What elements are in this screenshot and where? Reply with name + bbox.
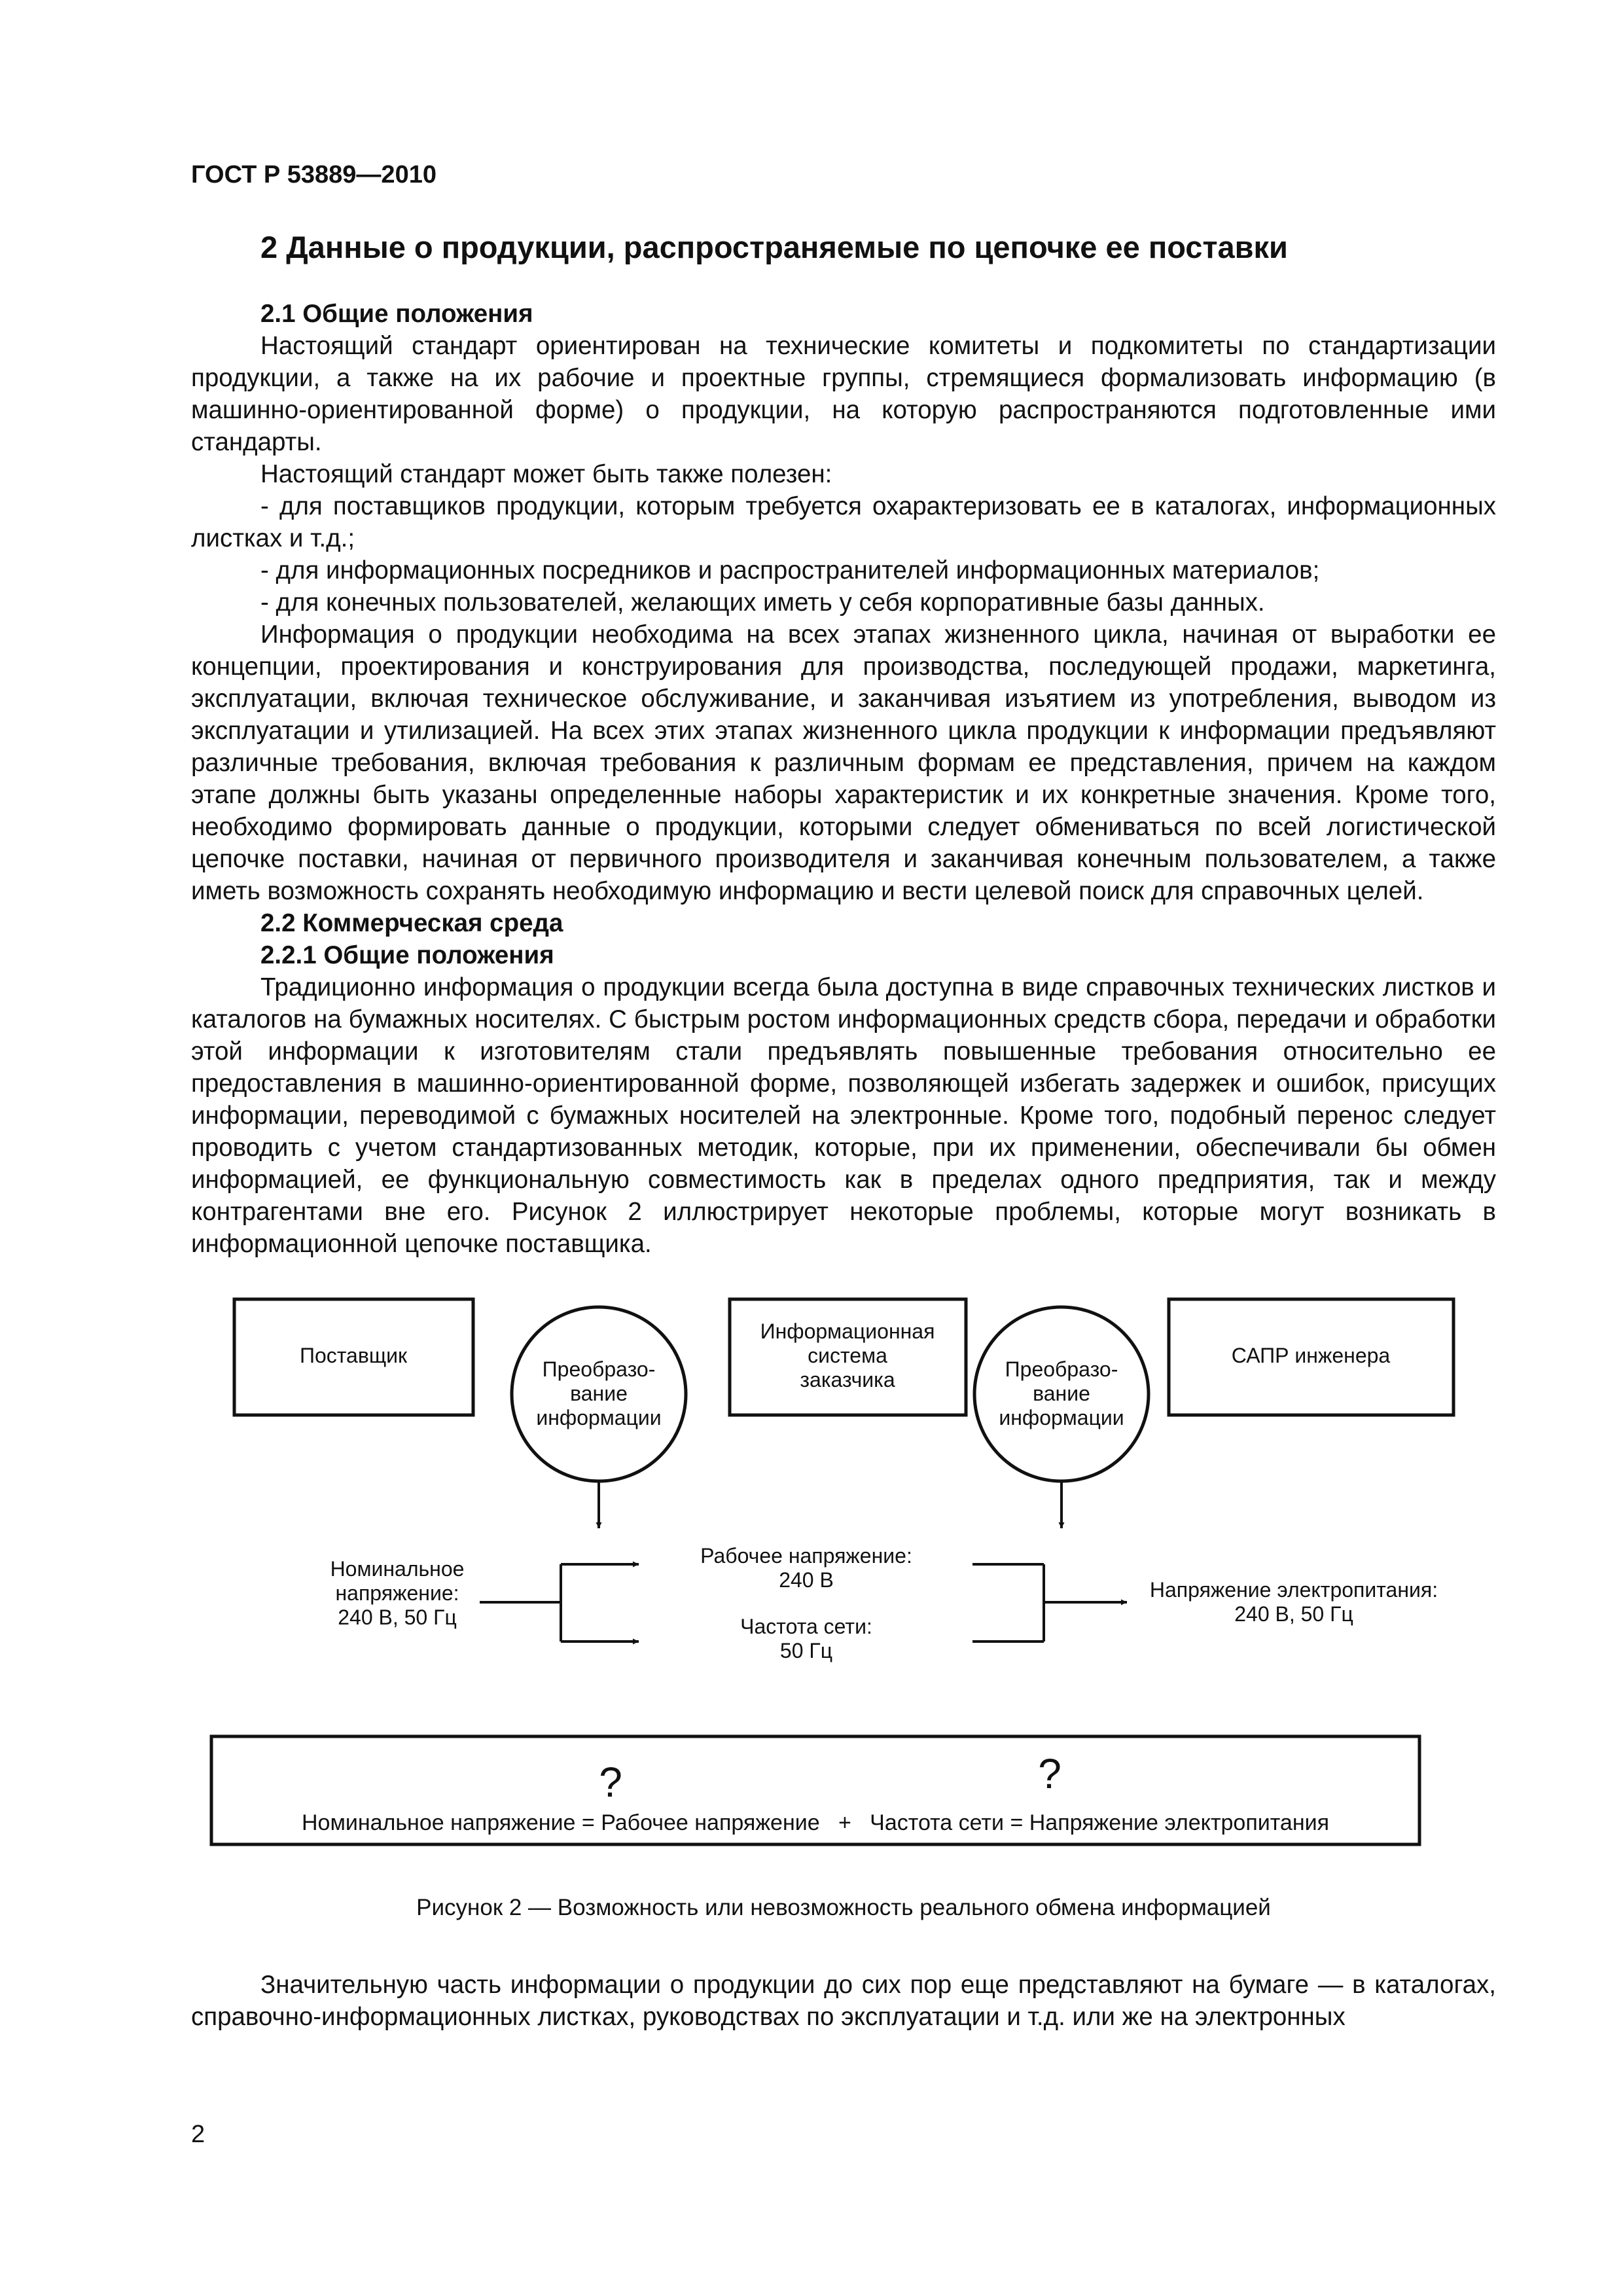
subsection-title-2-2-1: 2.2.1 Общие положения	[260, 941, 554, 969]
paragraph: Настоящий стандарт может быть также полезен:	[260, 460, 832, 488]
question-mark: ?	[599, 1759, 622, 1806]
figure-caption: Рисунок 2 — Возможность или невозможность реального обмена информацией	[416, 1895, 1271, 1920]
supply-voltage-label: 240 В, 50 Гц	[1234, 1602, 1353, 1626]
section-title: 2 Данные о продукции, распространяемые по цепочке ее поставки	[260, 230, 1288, 264]
supplier-box	[234, 1299, 473, 1415]
list-item: - для поставщиков продукции, которым требуется охарактеризовать ее в каталогах, информационных листках и т.д.;	[191, 492, 1496, 552]
subsection-title-2-1: 2.1 Общие положения	[260, 300, 533, 328]
supplier-label: Поставщик	[299, 1344, 408, 1367]
formula: Номинальное напряжение = Рабочее напряжение + Частота сети = Напряжение электропитания	[301, 1810, 1330, 1835]
subsection-title-2-2: 2.2 Коммерческая среда	[260, 909, 563, 937]
transform-label-1: Преобразо-	[542, 1357, 656, 1381]
list-item: - для информационных посредников и распространителей информационных материалов;	[260, 556, 1320, 584]
page-header: ГОСТ Р 53889—2010	[191, 161, 437, 188]
paragraph: Информация о продукции необходима на всех этапах жизненного цикла, начиная от выработки ее концепции, проектирования и конструирования для производства, последующей продажи, маркетинга, эксплуатации, включая техническое обслуживание, и заканчивая изъятием из употребления, выводом из эксплуатации и утилизацией. На всех этих этапах жизненного цикла продукции к информации предъявляют различные требования, включая требования к различным формам ее представления, причем на каждом этапе должны быть указаны определенные наборы характеристик и их конкретные значения. Кроме того, необходимо формировать данные о продукции, которыми следует обмениваться по всей логистической цепочке поставки, начиная от первичного производителя и заканчивая конечным пользователем, а также иметь возможность сохранять необходимую информацию и вести целевой поиск для справочных целей.	[191, 620, 1496, 905]
formula-box	[211, 1736, 1419, 1844]
transform-circle-2	[974, 1307, 1149, 1481]
list-item: - для конечных пользователей, желающих иметь у себя корпоративные базы данных.	[260, 588, 1265, 617]
nominal-voltage-label: напряжение:	[335, 1581, 459, 1605]
transform-label-1: информации	[536, 1406, 662, 1429]
customer-system-box	[730, 1299, 966, 1415]
working-voltage-label: Рабочее напряжение:	[700, 1544, 912, 1568]
transform-circle-1	[512, 1307, 686, 1481]
question-mark: ?	[1038, 1750, 1061, 1797]
nominal-voltage-label: 240 В, 50 Гц	[338, 1605, 457, 1629]
frequency-label: Частота сети:	[740, 1615, 872, 1638]
supply-voltage-label: Напряжение электропитания:	[1149, 1578, 1438, 1602]
customer-system-label: заказчика	[800, 1368, 895, 1391]
nominal-voltage-label: Номинальное	[330, 1557, 465, 1581]
working-voltage-label: 240 В	[779, 1568, 834, 1592]
transform-label-2: вание	[1033, 1382, 1090, 1405]
customer-system-label: система	[808, 1344, 887, 1367]
page-number: 2	[191, 2121, 205, 2148]
text-block-bottom	[191, 1969, 1496, 2033]
paragraph: Настоящий стандарт ориентирован на технические комитеты и подкомитеты по стандартизации продукции, а также на их рабочие и проектные группы, стремящиеся формализовать информацию (в машинно-ориентированной форме) о продукции, на которую распространяются подготовленные ими стандарты.	[191, 332, 1496, 456]
engineer-cad-box	[1169, 1299, 1454, 1415]
paragraph: Традиционно информация о продукции всегда была доступна в виде справочных технических листков и каталогов на бумажных носителях. С быстрым ростом информационных средств сбора, передачи и обработки этой информации к изготовителям стали предъявлять повышенные требования относительно ее предоставления в машинно-ориентированной форме, позволяющей избегать задержек и ошибок, присущих информации, переводимой с бумажных носителей на электронные. Кроме того, подобный перенос следует проводить с учетом стандартизованных методик, которые, при их применении, обеспечивали бы обмен информацией, ее функциональную совместимость как в пределах одного предприятия, так и между контрагентами вне его. Рисунок 2 иллюстрирует некоторые проблемы, которые могут возникать в информационной цепочке поставщика.	[191, 973, 1496, 1258]
customer-system-label: Информационная	[760, 1319, 935, 1343]
paragraph: Значительную часть информации о продукции до сих пор еще представляют на бумаге — в каталогах, справочно-информационных листках, руководствах по эксплуатации и т.д. или же на электронных	[191, 1971, 1496, 2031]
frequency-label: 50 Гц	[779, 1639, 833, 1662]
transform-label-2: информации	[999, 1406, 1124, 1429]
engineer-cad-label: САПР инженера	[1231, 1344, 1391, 1367]
transform-label-1: вание	[570, 1382, 628, 1405]
text-block-top	[191, 298, 1496, 1260]
transform-label-2: Преобразо-	[1005, 1357, 1118, 1381]
